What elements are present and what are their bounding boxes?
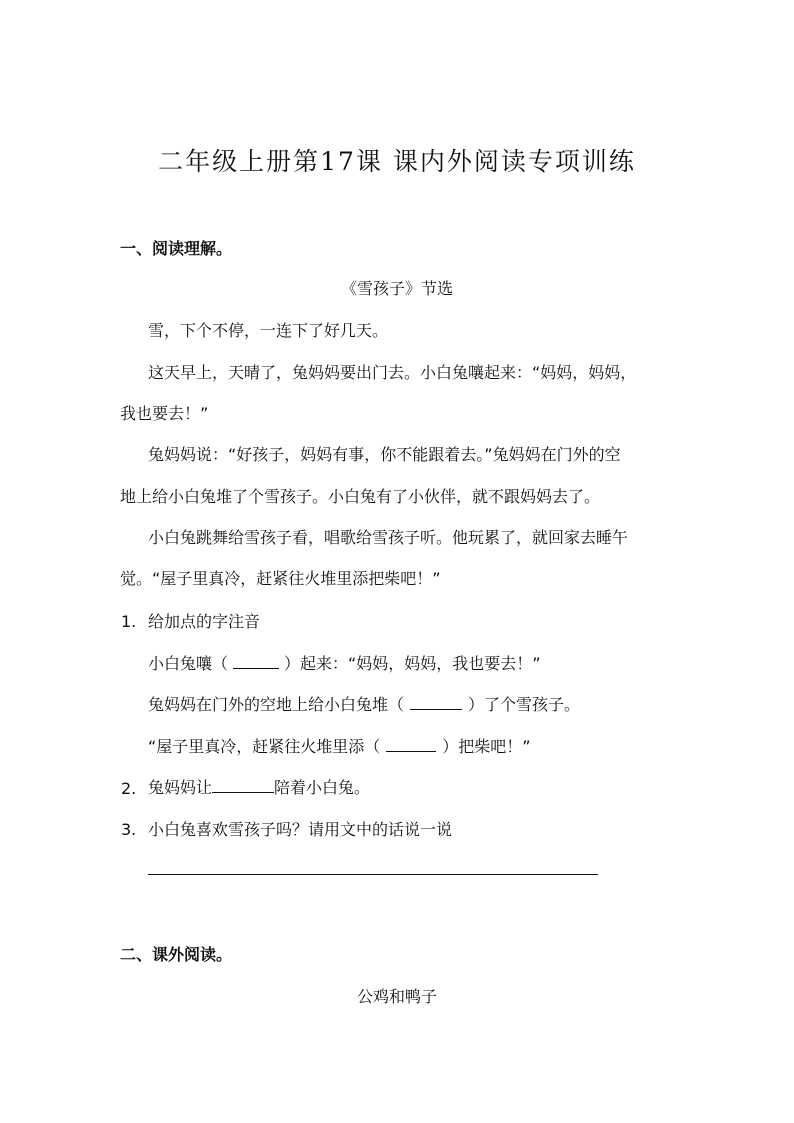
answer-blank[interactable] [386,739,436,752]
answer-blank[interactable] [212,780,274,793]
answer-blank[interactable] [233,656,279,669]
question-3-number: 3. [121,820,137,839]
question-3-prompt: 小白兔喜欢雪孩子吗？请用文中的话说一说 [148,820,453,839]
paragraph-4-cont: 觉。“屋子里真冷，赶紧往火堆里添把柴吧！” [120,569,441,588]
q1-item-3-after: ）把柴吧！” [442,737,531,756]
page-title: 二年级上册第17课 课内外阅读专项训练 [158,147,636,176]
q1-item-2-before: 兔妈妈在门外的空地上给小白兔堆（ [148,695,405,714]
section-1-heading: 一、阅读理解。 [120,239,233,258]
paragraph-2-cont: 我也要去！” [120,404,209,423]
q1-item-1-before: 小白兔嚷（ [148,654,229,673]
q2-after: 陪着小白兔。 [274,778,371,797]
question-2-number: 2. [121,779,137,798]
paragraph-2: 这天早上，天晴了，兔妈妈要出门去。小白兔嚷起来：“妈妈，妈妈， [148,363,637,382]
question-1-item-1 [148,651,541,674]
question-1-item-3 [148,734,531,757]
paragraph-4: 小白兔跳舞给雪孩子看，唱歌给雪孩子听。他玩累了，就回家去睡午 [148,528,629,547]
section-2-heading: 二、课外阅读。 [120,945,233,964]
answer-line[interactable] [148,874,598,875]
question-1-prompt: 给加点的字注音 [148,612,261,631]
question-1-item-2 [148,692,580,715]
q1-item-3-before: “屋子里真冷，赶紧往火堆里添（ [148,737,381,756]
paragraph-3-cont: 地上给小白兔堆了个雪孩子。小白兔有了小伙伴，就不跟妈妈去了。 [120,487,601,506]
answer-blank[interactable] [410,697,462,710]
q1-item-2-after: ）了个雪孩子。 [468,695,581,714]
question-1-number: 1. [121,612,137,631]
passage-1-title: 《雪孩子》节选 [340,279,453,298]
q2-before: 兔妈妈让 [148,778,213,797]
q1-item-1-after: ）起来：“妈妈，妈妈，我也要去！” [284,654,541,673]
paragraph-3: 兔妈妈说：“好孩子，妈妈有事，你不能跟着去。”兔妈妈在门外的空 [148,445,621,464]
passage-2-title: 公鸡和鸭子 [356,987,437,1006]
paragraph-1: 雪，下个不停，一连下了好几天。 [148,321,389,340]
question-2-text [148,775,370,798]
